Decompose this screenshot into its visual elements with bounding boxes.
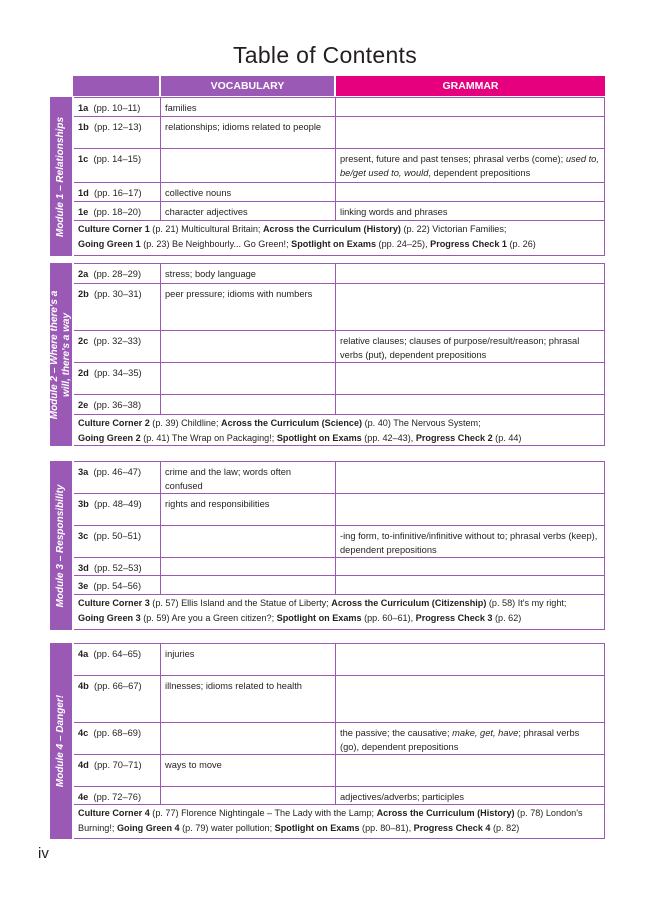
vocabulary-cell (160, 363, 335, 394)
vocabulary-cell: relationships; idioms related to people (160, 117, 335, 148)
lesson-pages: (pp. 50–51) (93, 531, 142, 541)
vocabulary-cell: stress; body language (160, 264, 335, 283)
module-label: Module 3 – Responsibility (55, 484, 66, 607)
module-label: Module 2 – Where there's a will, there's a way (49, 290, 72, 419)
table-row (74, 723, 604, 755)
table-row (74, 494, 604, 526)
module-4 (50, 643, 605, 839)
table-row (74, 395, 604, 415)
lesson-cell (74, 284, 160, 330)
vocabulary-cell: character adjectives (160, 202, 335, 220)
module-table (74, 461, 605, 630)
module-side-bar (50, 97, 72, 256)
lesson-code: 1a (78, 103, 89, 113)
lesson-pages: (pp. 18–20) (93, 207, 142, 217)
table-row (74, 526, 604, 558)
table-row (74, 363, 604, 395)
grammar-cell (335, 264, 604, 283)
lesson-pages: (pp. 12–13) (94, 122, 142, 132)
lesson-cell (74, 363, 160, 394)
lesson-cell (74, 576, 160, 594)
lesson-cell (74, 395, 160, 414)
vocabulary-cell (160, 576, 335, 594)
table-row (74, 558, 604, 576)
grammar-cell: present, future and past tenses; phrasal verbs (come); used to, be/get used to, would, dependent prepositions (335, 149, 604, 182)
lesson-cell (74, 98, 160, 116)
table-row (74, 755, 604, 787)
vocabulary-cell: crime and the law; words often confused (160, 462, 335, 493)
lesson-cell (74, 494, 160, 525)
vocabulary-cell (160, 331, 335, 362)
lesson-cell (74, 755, 160, 786)
lesson-code: 3a (78, 467, 89, 477)
table-row (74, 331, 604, 363)
grammar-cell (335, 558, 604, 575)
lesson-pages: (pp. 36–38) (93, 400, 142, 410)
grammar-cell (335, 395, 604, 414)
lesson-cell (74, 202, 160, 220)
vocabulary-cell (160, 149, 335, 182)
grammar-cell (335, 576, 604, 594)
vocabulary-cell: rights and responsibilities (160, 494, 335, 525)
module-1 (50, 97, 605, 256)
vocabulary-cell (160, 558, 335, 575)
vocabulary-cell: injuries (160, 644, 335, 675)
lesson-cell (74, 462, 160, 493)
lesson-code: 4b (78, 681, 89, 691)
table-row (74, 676, 604, 723)
module-footer: Culture Corner 2 (p. 39) Childline; Across the Curriculum (Science) (p. 40) The Nervous System; Going Green 2 (p. 41) The Wrap on Packaging!; Spotlight on Exams (pp. 42–43), Progress Check 2 (p. 44) (78, 418, 522, 443)
lesson-pages: (pp. 70–71) (94, 760, 142, 770)
header-grammar: GRAMMAR (336, 76, 605, 96)
lesson-cell (74, 149, 160, 182)
page-title: Table of Contents (232, 42, 418, 68)
page-number: iv (38, 845, 49, 862)
grammar-cell (335, 755, 604, 786)
table-row (74, 149, 604, 183)
lesson-cell (74, 331, 160, 362)
lesson-pages: (pp. 30–31) (94, 289, 142, 299)
lesson-cell (74, 676, 160, 722)
lesson-code: 2c (78, 336, 89, 346)
grammar-cell (335, 363, 604, 394)
lesson-pages: (pp. 66–67) (94, 681, 142, 691)
lesson-code: 2a (78, 269, 89, 279)
grammar-cell (335, 98, 604, 116)
lesson-pages: (pp. 28–29) (93, 269, 142, 279)
grammar-cell: linking words and phrases (335, 202, 604, 220)
lesson-code: 2b (78, 289, 89, 299)
grammar-cell (335, 183, 604, 201)
vocabulary-cell: peer pressure; idioms with numbers (160, 284, 335, 330)
lesson-code: 1d (78, 188, 89, 198)
lesson-code: 3b (78, 499, 89, 509)
lesson-pages: (pp. 16–17) (94, 188, 142, 198)
grammar-cell: -ing form, to-infinitive/infinitive without to; phrasal verbs (keep), dependent prepositions (335, 526, 604, 557)
module-side-bar (50, 643, 72, 839)
table-row (74, 264, 604, 284)
lesson-pages: (pp. 10–11) (93, 103, 141, 113)
table-row (74, 462, 604, 494)
table-row (74, 284, 604, 331)
table-row (74, 183, 604, 202)
lesson-pages: (pp. 54–56) (93, 581, 142, 591)
lesson-pages: (pp. 14–15) (93, 154, 142, 164)
module-table (74, 97, 605, 256)
module-side-bar (50, 263, 72, 446)
lesson-code: 2d (78, 368, 89, 378)
module-3 (50, 461, 605, 630)
module-label: Module 4 – Danger! (55, 694, 66, 788)
lesson-pages: (pp. 48–49) (94, 499, 142, 509)
lesson-pages: (pp. 68–69) (93, 728, 142, 738)
grammar-cell: adjectives/adverbs; participles (335, 787, 604, 804)
lesson-cell (74, 264, 160, 283)
lesson-code: 1e (78, 207, 89, 217)
vocabulary-cell (160, 787, 335, 804)
vocabulary-cell (160, 723, 335, 754)
lesson-code: 4e (78, 792, 89, 802)
lesson-code: 4c (78, 728, 89, 738)
grammar-cell (335, 117, 604, 148)
lesson-cell (74, 526, 160, 557)
vocabulary-cell: families (160, 98, 335, 116)
table-row (74, 98, 604, 117)
grammar-cell (335, 462, 604, 493)
lesson-cell (74, 644, 160, 675)
lesson-code: 4d (78, 760, 89, 770)
lesson-pages: (pp. 52–53) (94, 563, 142, 573)
grammar-cell: relative clauses; clauses of purpose/result/reason; phrasal verbs (put), dependent prepositions (335, 331, 604, 362)
lesson-code: 4a (78, 649, 89, 659)
lesson-cell (74, 787, 160, 804)
table-row (74, 644, 604, 676)
module-side-bar (50, 461, 72, 630)
grammar-cell (335, 676, 604, 722)
grammar-cell: the passive; the causative; make, get, have; phrasal verbs (go), dependent prepositions (335, 723, 604, 754)
table-row (74, 117, 604, 149)
module-label: Module 1 – Relationships (55, 116, 66, 237)
module-footer: Culture Corner 1 (p. 21) Multicultural Britain; Across the Curriculum (History) (p. 22) Victorian Families; Going Green 1 (p. 23) Be Neighbourly... Go Green!; Spotlight on Exams (pp. 24–25), Progress Check 1 (p. 26) (78, 224, 536, 249)
header-vocabulary: VOCABULARY (161, 76, 334, 96)
grammar-cell (335, 644, 604, 675)
grammar-cell (335, 494, 604, 525)
header-blank (73, 76, 159, 96)
module-footer: Culture Corner 3 (p. 57) Ellis Island and the Statue of Liberty; Across the Curriculum (Citizenship) (p. 58) It's my right; Going Green 3 (p. 59) Are you a Green citizen?; Spotlight on Exams (pp. 60–61), Progress Check 3 (p. 62) (78, 598, 567, 623)
lesson-pages: (pp. 72–76) (93, 792, 142, 802)
lesson-cell (74, 558, 160, 575)
lesson-code: 1c (78, 154, 89, 164)
lesson-pages: (pp. 34–35) (94, 368, 142, 378)
module-table (74, 643, 605, 839)
lesson-pages: (pp. 64–65) (93, 649, 142, 659)
vocabulary-cell: collective nouns (160, 183, 335, 201)
lesson-code: 3d (78, 563, 89, 573)
lesson-code: 2e (78, 400, 89, 410)
module-footer: Culture Corner 4 (p. 77) Florence Nightingale – The Lady with the Lamp; Across the Curriculum (History) (p. 78) London's Burning!; Going Green 4 (p. 79) water pollution; Spotlight on Exams (pp. 80–81), Progress Check 4 (p. 82) (78, 808, 583, 833)
module-table (74, 263, 605, 446)
lesson-code: 3e (78, 581, 89, 591)
lesson-code: 3c (78, 531, 89, 541)
lesson-code: 1b (78, 122, 89, 132)
lesson-pages: (pp. 32–33) (93, 336, 142, 346)
vocabulary-cell (160, 395, 335, 414)
vocabulary-cell: ways to move (160, 755, 335, 786)
table-header (73, 76, 605, 96)
lesson-cell (74, 183, 160, 201)
grammar-cell (335, 284, 604, 330)
lesson-pages: (pp. 46–47) (93, 467, 142, 477)
lesson-cell (74, 117, 160, 148)
vocabulary-cell: illnesses; idioms related to health (160, 676, 335, 722)
vocabulary-cell (160, 526, 335, 557)
lesson-cell (74, 723, 160, 754)
module-2 (50, 263, 605, 446)
